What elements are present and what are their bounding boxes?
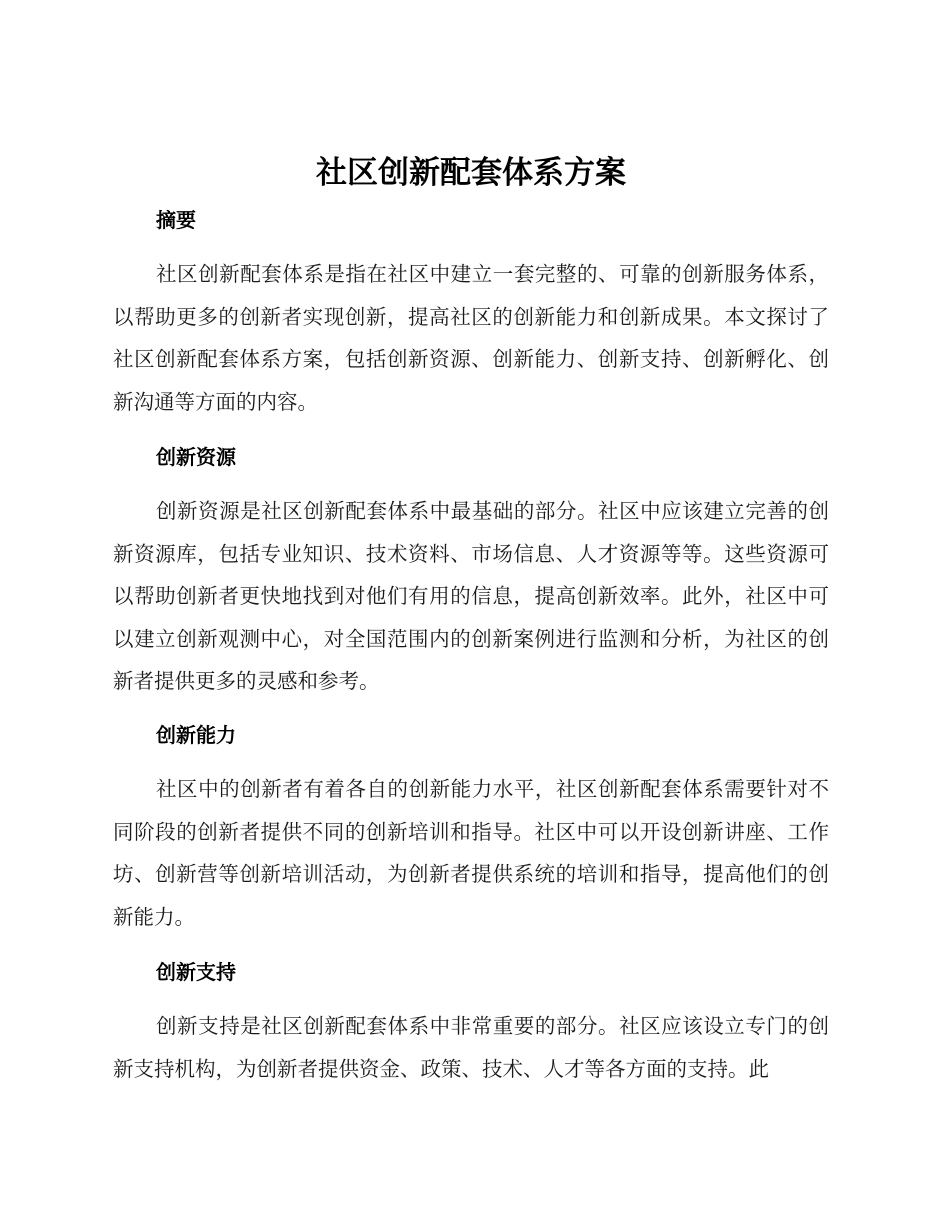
section-paragraph-abstract: 社区创新配套体系是指在社区中建立一套完整的、可靠的创新服务体系，以帮助更多的创新者实现创新，提高社区的创新能力和创新成果。本文探讨了社区创新配套体系方案，包括创新资源、创新能力、创新支持、创新孵化、创新沟通等方面的内容。 (113, 262, 829, 414)
document-title: 社区创新配套体系方案 (316, 155, 626, 191)
section-heading-capability: 创新能力 (156, 723, 236, 747)
section-heading-abstract: 摘要 (156, 208, 196, 232)
section-paragraph-capability: 社区中的创新者有着各自的创新能力水平，社区创新配套体系需要针对不同阶段的创新者提供不同的创新培训和指导。社区中可以开设创新讲座、工作坊、创新营等创新培训活动，为创新者提供系统的培训和指导，提高他们的创新能力。 (113, 777, 829, 929)
section-paragraph-resources: 创新资源是社区创新配套体系中最基础的部分。社区中应该建立完善的创新资源库，包括专业知识、技术资料、市场信息、人才资源等等。这些资源可以帮助创新者更快地找到对他们有用的信息，提高创新效率。此外，社区中可以建立创新观测中心，对全国范围内的创新案例进行监测和分析，为社区的创新者提供更多的灵感和参考。 (113, 499, 829, 693)
section-heading-support: 创新支持 (156, 960, 236, 984)
section-heading-resources: 创新资源 (156, 445, 236, 469)
section-paragraph-support: 创新支持是社区创新配套体系中非常重要的部分。社区应该设立专门的创新支持机构，为创新者提供资金、政策、技术、人才等各方面的支持。此 (113, 1014, 829, 1081)
